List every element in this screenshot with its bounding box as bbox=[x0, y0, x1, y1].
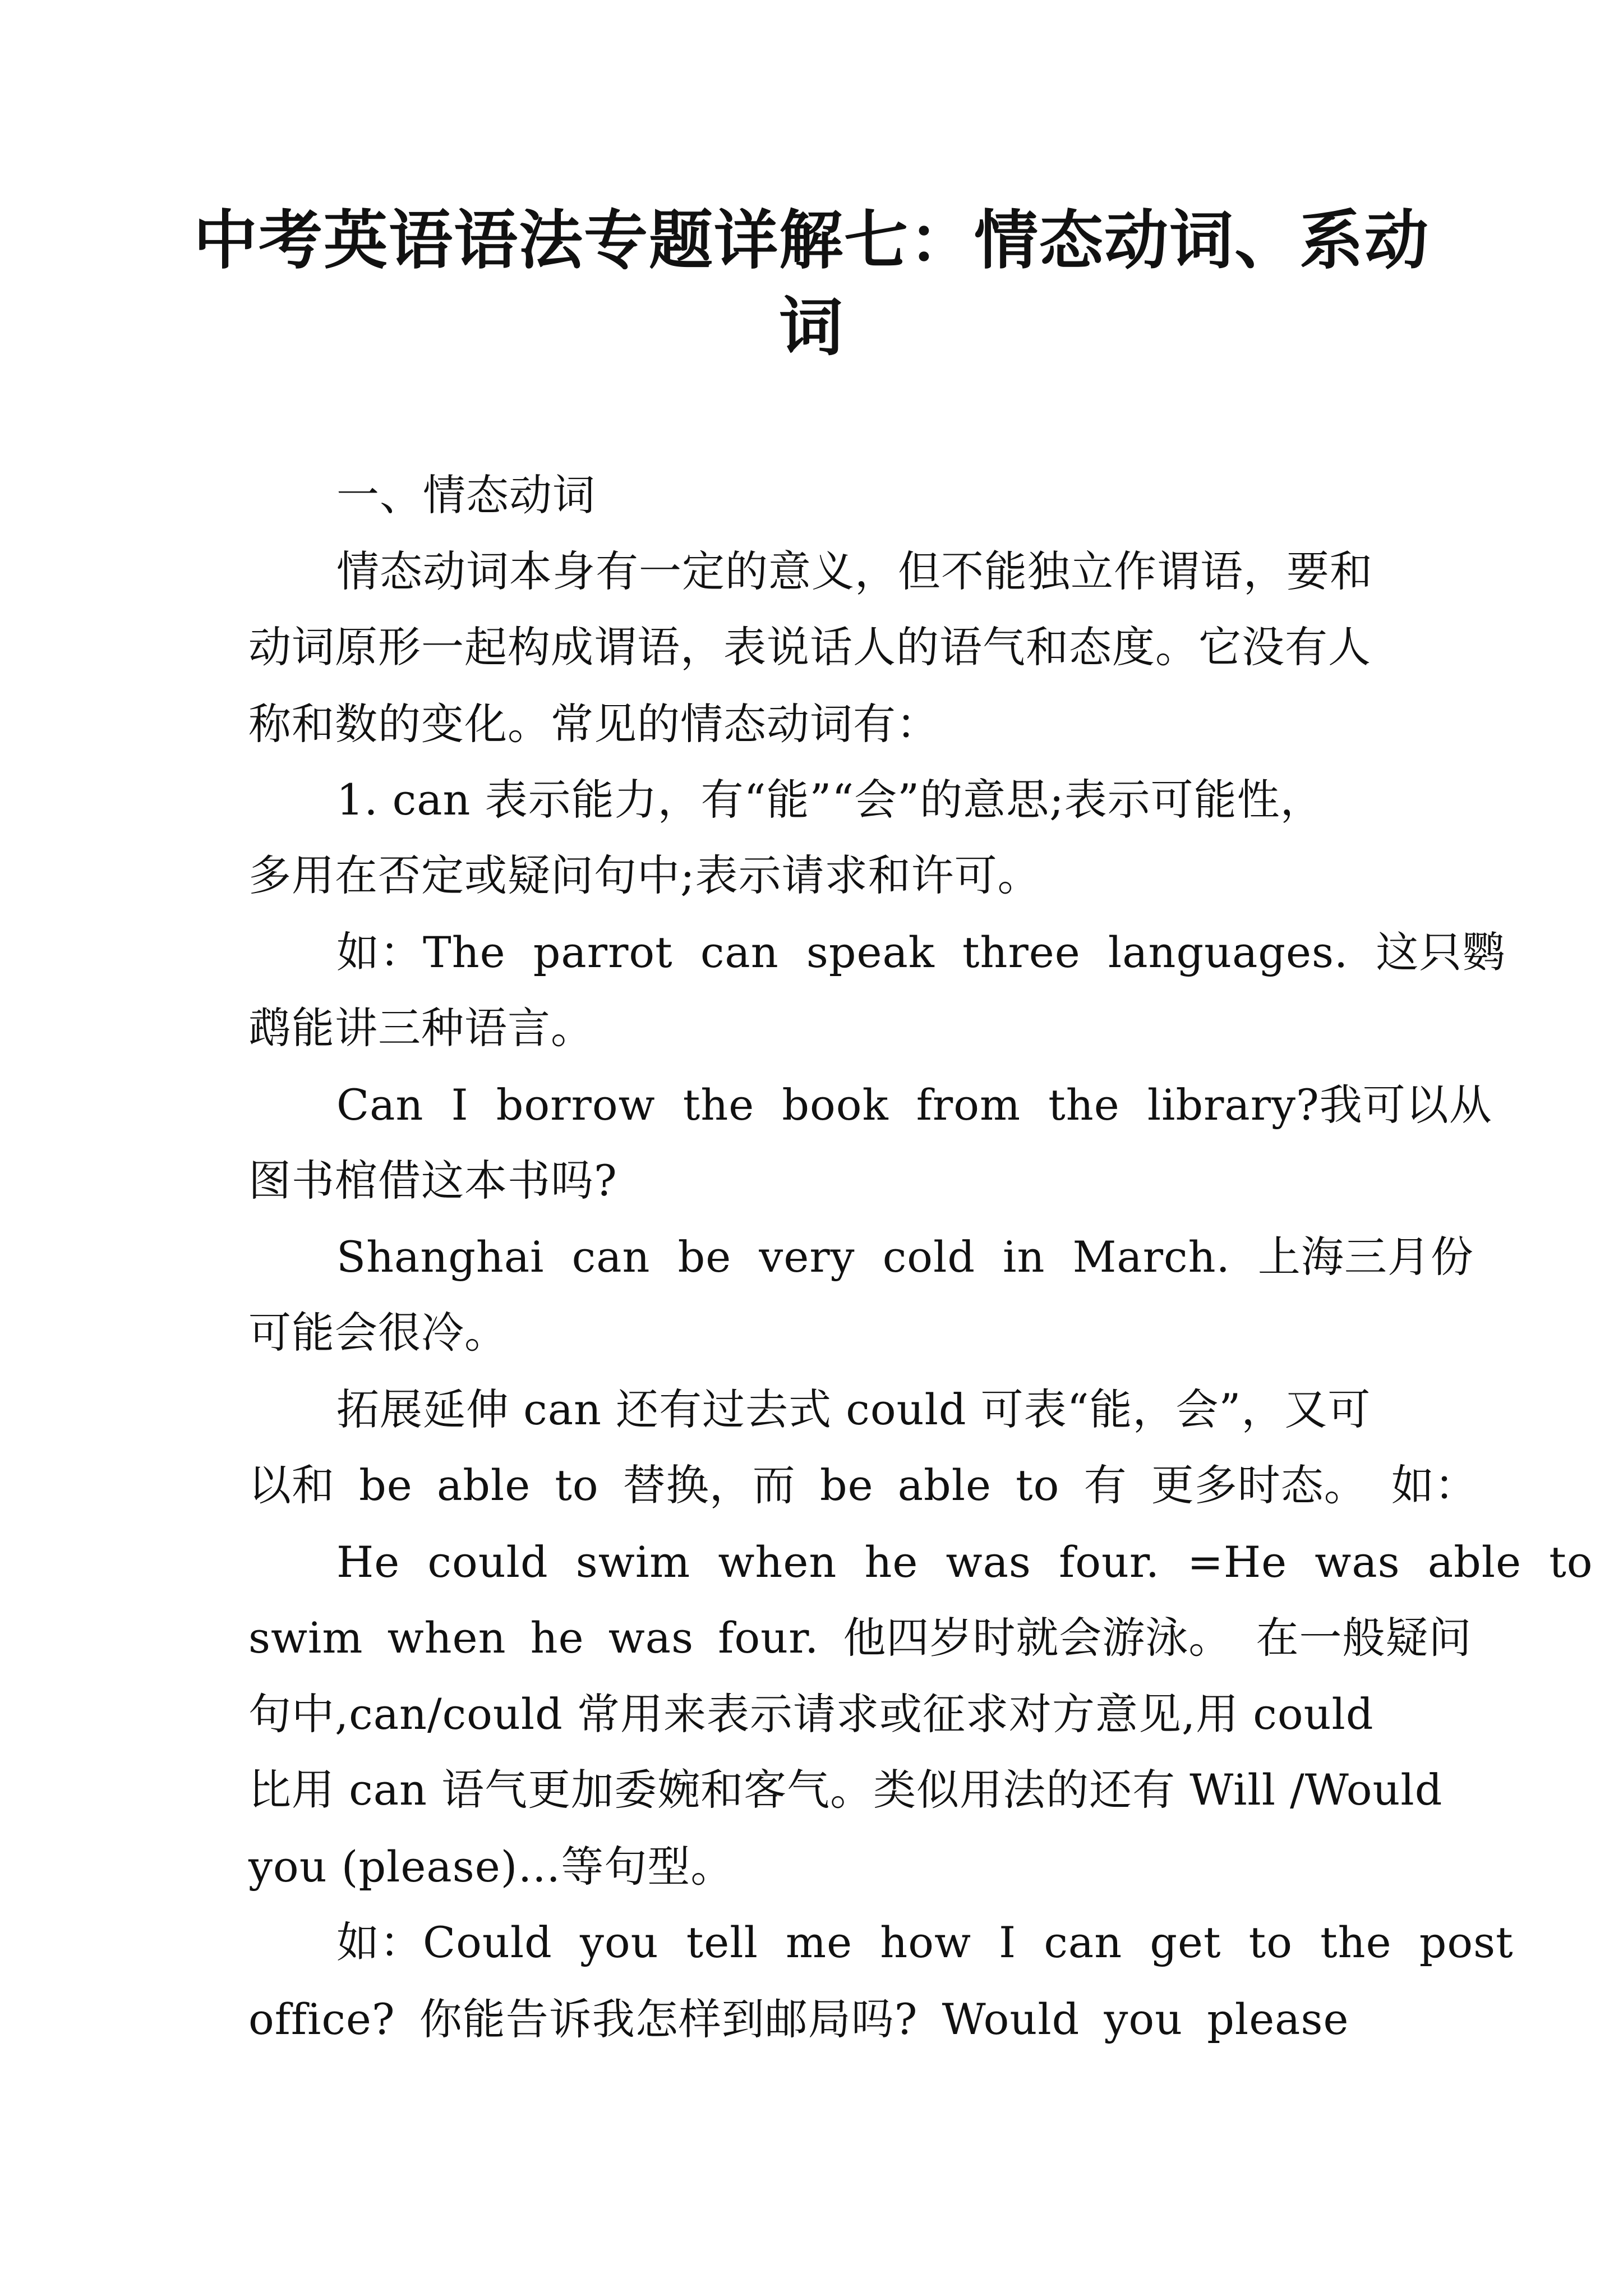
section-heading: 一、情态动词 bbox=[336, 470, 596, 520]
paragraph-line: 称和数的变化。常见的情态动词有： bbox=[248, 699, 939, 749]
paragraph-line: 句中,can/could 常用来表示请求或征求对方意见,用 could bbox=[248, 1689, 1374, 1739]
example-line: 如：The parrot can speak three languages. 这只鹦 bbox=[336, 927, 1506, 977]
paragraph-line: 动词原形一起构成谓语，表说话人的语气和态度。它没有人 bbox=[248, 622, 1371, 672]
document-title-line-1: 中考英语语法专题详解七：情态动词、系动 bbox=[193, 203, 1430, 278]
paragraph-line: you (please)…等句型。 bbox=[248, 1842, 734, 1892]
paragraph-line: 以和 be able to 替换，而 be able to 有 更多时态。 如： bbox=[248, 1460, 1478, 1510]
paragraph-line: 拓展延伸 can 还有过去式 could 可表“能，会”，又可 bbox=[336, 1384, 1371, 1434]
example-line: Shanghai can be very cold in March. 上海三月份 bbox=[336, 1232, 1474, 1282]
example-line: 图书棺借这本书吗? bbox=[248, 1156, 617, 1205]
example-line: Can I borrow the book from the library?我可以从 bbox=[336, 1080, 1492, 1130]
paragraph-line: swim when he was four. 他四岁时就会游泳。 在一般疑问 bbox=[248, 1613, 1472, 1663]
example-line: He could swim when he was four. =He was able to bbox=[336, 1537, 1593, 1587]
paragraph-line: 情态动词本身有一定的意义，但不能独立作谓语，要和 bbox=[336, 546, 1373, 596]
paragraph-line: 1. can 表示能力，有“能”“会”的意思;表示可能性， bbox=[336, 775, 1324, 825]
example-line: 鹉能讲三种语言。 bbox=[248, 1003, 594, 1053]
document-title-line-2: 词 bbox=[778, 290, 844, 365]
example-line: office? 你能告诉我怎样到邮局吗? Would you please bbox=[248, 1994, 1349, 2044]
paragraph-line: 多用在否定或疑问句中;表示请求和许可。 bbox=[248, 850, 1041, 900]
paragraph-line: 比用 can 语气更加委婉和客气。类似用法的还有 Will /Would bbox=[248, 1765, 1443, 1815]
example-line: 如：Could you tell me how I can get to the post bbox=[336, 1917, 1514, 1967]
example-line: 可能会很冷。 bbox=[248, 1308, 508, 1358]
